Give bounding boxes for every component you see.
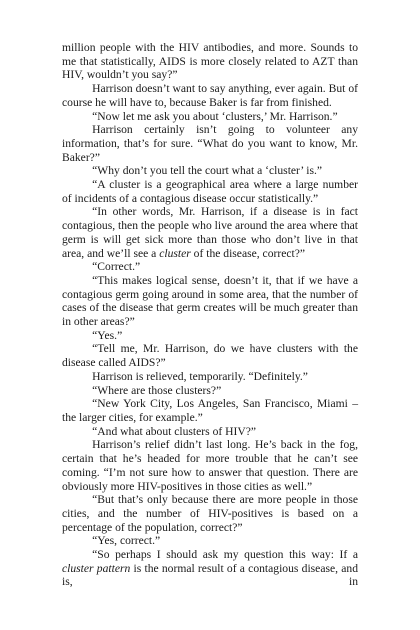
body-text [62,41,358,589]
paragraph-text: Harrison is relieved, temporarily. “Definitely.” [92,369,308,383]
paragraph-8 [62,260,358,274]
paragraph-text: “Correct.” [92,260,141,274]
paragraph-6 [62,178,358,205]
paragraph-text: Harrison’s relief didn’t last long. He’s back in the fog, certain that he’s headed for more trouble that he can’t see coming. “I’m not sure how to answer that question. There are obviously more HIV-positives in those cities as well.” [62,438,358,493]
paragraph-2 [62,82,358,109]
paragraph-text: “New York City, Los Angeles, San Francisco, Miami – the larger cities, for example.” [62,397,358,424]
paragraph-text: “A cluster is a geographical area where a large number of incidents of a contagious disease occur statistically.” [62,178,358,205]
paragraph-15 [62,425,358,439]
paragraph-text: “Why don’t you tell the court what a ‘cluster’ is.” [92,164,323,178]
paragraph-text: “So perhaps I should ask my question this way: If a [92,548,358,562]
paragraph-4 [62,123,358,164]
paragraph-text: “Yes.” [92,328,123,342]
paragraph-text: Harrison certainly isn’t going to volunteer any information, that’s for sure. “What do you want to know, Mr. Baker?” [62,123,358,164]
paragraph-16 [62,438,358,493]
emphasis-text: cluster [159,246,191,260]
paragraph-text: Harrison doesn’t want to say anything, ever again. But of course he will have to, because Baker is far from finished. [62,82,358,109]
paragraph-text: million people with the HIV antibodies, and more. Sounds to me that statistically, AIDS is more closely related to AZT than HIV, wouldn’t you say?” [62,41,358,82]
paragraph-text: “Yes, correct.” [92,534,161,548]
paragraph-text: is the normal result of a contagious disease, and is, in [62,561,358,589]
paragraph-text: “But that’s only because there are more people in those cities, and the number of HIV-positives is based on a percentage of the population, correct?” [62,493,358,534]
paragraph-7 [62,205,358,260]
paragraph-9 [62,274,358,329]
paragraph-17 [62,493,358,534]
paragraph-text: “Where are those clusters?” [92,383,222,397]
paragraph-10 [62,329,358,343]
paragraph-text: “And what about clusters of HIV?” [92,424,257,438]
paragraph-1 [62,41,358,82]
paragraph-text: of the disease, correct?” [190,246,306,260]
paragraph-18 [62,534,358,548]
paragraph-3 [62,110,358,124]
paragraph-5 [62,164,358,178]
paragraph-text: “Tell me, Mr. Harrison, do we have clusters with the disease called AIDS?” [62,342,358,370]
paragraph-13 [62,384,358,398]
emphasis-text: cluster pattern [62,561,131,575]
paragraph-12 [62,370,358,384]
paragraph-11 [62,342,358,369]
paragraph-text: “This makes logical sense, doesn’t it, that if we have a contagious germ going around in some area, that the number of cases of the disease that germ creates will be much greater than in other areas?” [62,273,358,329]
paragraph-text: “Now let me ask you about ‘clusters,’ Mr. Harrison.” [92,109,338,123]
paragraph-19 [62,548,358,589]
paragraph-text: “In other words, Mr. Harrison, if a disease is in fact contagious, then the people who live around the area where that germ is will get sick more than those who don’t live in that area, and we’ll see a [62,205,358,260]
paragraph-14 [62,397,358,424]
